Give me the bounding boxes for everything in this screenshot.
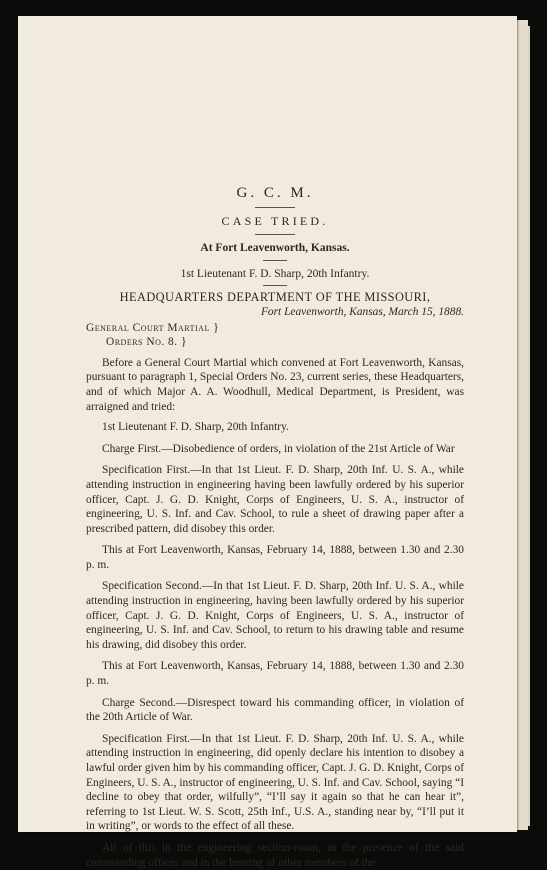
paragraph-convening: Before a General Court Martial which convened at Fort Leavenworth, Kansas, pursuant to paragraph 1, Special Orders No. 23, current series, these Headquarters, and of which Major A. A. Woodhull, Medical Department, is President, was arraigned and tried:: [86, 356, 464, 413]
headquarters-heading: HEADQUARTERS DEPARTMENT OF THE MISSOURI,: [119, 290, 431, 305]
paragraph-spec-second: Specification Second.—In that 1st Lieut. F. D. Sharp, 20th Inf. U. S. A., while attending instruction in engineering, having been lawfully ordered by his superior officer, Capt. J. G. D. Knight, Corps of Engineers, U. S. A., instructor of engineering, U. S. Inf. and Cav. School, to return to his drawing table and resume his drawing, did disobey this order.: [86, 580, 464, 651]
case-tried-heading: CASE TRIED.: [221, 213, 329, 228]
place-date: Fort Leavenworth, Kansas, March 15, 1888.: [260, 305, 464, 318]
divider: [263, 260, 287, 261]
court-line-2: Orders No. 8. }: [106, 336, 187, 349]
document-content: [86, 186, 464, 870]
paragraph-accused: 1st Lieutenant F. D. Sharp, 20th Infantry.: [102, 421, 289, 434]
paragraph-spec-first-2: Specification First.—In that 1st Lieut. F. D. Sharp, 20th Inf. U. S. A., while attending instruction in engineering, did openly declare his intention to disobey a lawful order given him by his commanding officer, Capt. J. G. D. Knight, Corps of Engineers, U. S. A., instructor of engineering, U. S. Inf. and Cav. School, saying “I decline to obey that order, wilfully”, “I’ll say it again so that he can hear it”, referring to 1st Lieut. W. S. Scott, 25th Inf., U.S. A., standing near by, “I’ll put it in writing”, or words to the effect of all these.: [86, 732, 464, 833]
divider: [255, 234, 295, 235]
paragraph-spec-first: Specification First.—In that 1st Lieut. F. D. Sharp, 20th Inf. U. S. A., while attending instruction in engineering having been lawfully ordered by his superior officer, Capt. J. G. D. Knight, Corps of Engineers, U. S. A., instructor of engineering, U. S. Inf. and Cav. School, to rule a sheet of drawing paper after a prescribed pattern, did disobey this order.: [86, 464, 464, 535]
document-page: [18, 16, 517, 869]
paragraph-section-room: All of this in the engineering section-room, in the presence of the said commanding officer and in the hearing of other members of the: [86, 841, 464, 869]
divider: [263, 285, 287, 286]
paragraph-time-1: This at Fort Leavenworth, Kansas, February 14, 1888, between 1.30 and 2.30 p. m.: [86, 544, 464, 571]
location-heading: At Fort Leavenworth, Kansas.: [200, 242, 350, 255]
paragraph-charge-first: Charge First.—Disobedience of orders, in violation of the 21st Article of War: [102, 442, 455, 455]
court-line-1: General Court Martial }: [86, 321, 220, 334]
gcm-heading: G. C. M.: [236, 185, 314, 201]
divider: [255, 207, 295, 208]
subject-line: 1st Lieutenant F. D. Sharp, 20th Infantry.: [180, 267, 370, 280]
paragraph-time-2: This at Fort Leavenworth, Kansas, February 14, 1888, between 1.30 and 2.30 p. m.: [86, 660, 464, 688]
paragraph-charge-second: Charge Second.—Disrespect toward his commanding officer, in violation of the 20th Article of War.: [86, 696, 464, 724]
